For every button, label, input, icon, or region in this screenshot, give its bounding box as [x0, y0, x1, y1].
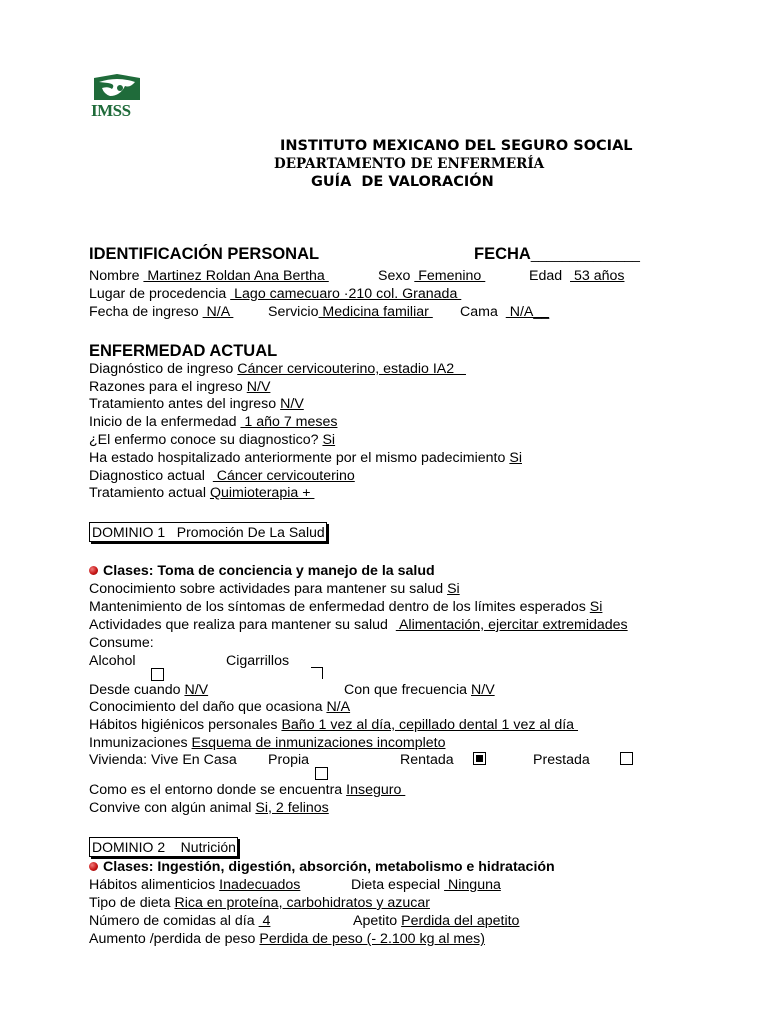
- cigarrillos-checkbox[interactable]: [311, 667, 323, 679]
- rentada-label: Rentada: [400, 752, 454, 768]
- item-value: Si: [322, 432, 336, 448]
- list-item: [89, 396, 304, 413]
- apetito-row: [353, 913, 519, 930]
- habitos-row: [89, 717, 578, 734]
- desde-row: [89, 682, 208, 699]
- habitos-alimenticios-row: [89, 877, 300, 894]
- list-item: [89, 361, 466, 378]
- entorno-value: Inseguro: [346, 782, 406, 798]
- alcohol-checkbox[interactable]: [151, 668, 164, 681]
- actividades-row: [89, 617, 628, 634]
- servicio-label: Servicio: [268, 304, 319, 320]
- tipo-dieta-label: Tipo de dieta: [89, 895, 171, 911]
- logo-text: IMSS: [91, 101, 131, 120]
- dieta-label: Dieta especial: [351, 877, 441, 893]
- comidas-row: [89, 913, 270, 930]
- fecha-value: ______________: [530, 246, 640, 262]
- dominio2-clase: [89, 859, 555, 876]
- item-value: N/V: [246, 379, 271, 395]
- lugar-label: Lugar de procedencia: [89, 286, 227, 302]
- item-label: Tratamiento actual: [89, 485, 206, 501]
- edad-value: 53 años: [570, 268, 625, 284]
- bullet-icon: [89, 862, 98, 871]
- actividades-value: Alimentación, ejercitar extremidades: [395, 617, 628, 633]
- vivienda-label: Vivienda: Vive En Casa: [89, 752, 237, 768]
- nombre-value: Martinez Roldan Ana Bertha: [143, 268, 329, 284]
- conocimiento-value: Si: [447, 581, 460, 597]
- item-label: ¿El enfermo conoce su diagnostico?: [89, 432, 319, 448]
- actividades-label: Actividades que realiza para mantener su salud: [89, 617, 388, 633]
- mantenimiento-value: Si: [589, 599, 603, 615]
- entorno-label: Como es el entorno donde se encuentra: [89, 782, 343, 798]
- list-item: [89, 432, 335, 449]
- edad-label: Edad: [529, 268, 563, 284]
- department-title: DEPARTAMENTO DE ENFERMERÍA: [274, 156, 545, 172]
- habitos-alimenticios-value: Inadecuados: [219, 877, 301, 893]
- list-item: [89, 468, 355, 485]
- imss-eagle-icon: [90, 74, 144, 104]
- peso-row: [89, 931, 485, 948]
- habitos-label: Hábitos higiénicos personales: [89, 717, 278, 733]
- comidas-label: Número de comidas al día: [89, 913, 255, 929]
- item-value: Si: [509, 450, 522, 466]
- habitos-alimenticios-label: Hábitos alimenticios: [89, 877, 216, 893]
- dano-label: Conocimiento del daño que ocasiona: [89, 699, 323, 715]
- servicio-value: Medicina familiar: [318, 304, 433, 320]
- sexo-value: Femenino: [414, 268, 486, 284]
- imss-logo: [90, 74, 144, 120]
- tipo-dieta-value: Rica en proteína, carbohidratos y azucar: [174, 895, 430, 911]
- servicio-row: [268, 304, 433, 321]
- fecha-ingreso-value: N/A: [202, 304, 234, 320]
- animal-value: Si, 2 felinos: [255, 800, 329, 816]
- dominio2-title: DOMINIO 2 Nutrición: [89, 837, 238, 857]
- lugar-row: [89, 286, 461, 303]
- sexo-label: Sexo: [378, 268, 411, 284]
- item-label: Diagnostico actual: [89, 468, 205, 484]
- consume-label: Consume:: [89, 635, 154, 651]
- cama-row: [460, 304, 549, 321]
- item-value: 1 año 7 meses: [240, 414, 338, 430]
- item-value: Cáncer cervicouterino: [212, 468, 355, 484]
- conocimiento-label: Conocimiento sobre actividades para mantener su salud: [89, 581, 444, 597]
- list-item: [89, 379, 270, 396]
- frecuencia-value: N/V: [471, 682, 495, 698]
- frecuencia-row: [344, 682, 495, 699]
- bullet-icon: [89, 566, 98, 575]
- guide-title: GUÍA DE VALORACIÓN: [311, 174, 494, 190]
- comidas-value: 4: [258, 913, 271, 929]
- item-value: Quimioterapia +: [209, 485, 315, 501]
- frecuencia-label: Con que frecuencia: [344, 682, 468, 698]
- cama-value: N/A__: [505, 304, 550, 320]
- nombre-row: [89, 268, 329, 285]
- dominio1-clase: [89, 563, 435, 580]
- dieta-value: Ninguna: [444, 877, 501, 893]
- item-value: Cáncer cervicouterino, estadio IA2: [237, 361, 466, 377]
- fecha-field: [474, 245, 640, 264]
- lugar-value: Lago camecuaro ·210 col. Granada: [230, 286, 462, 302]
- item-value: N/V: [280, 396, 304, 412]
- item-label: Diagnóstico de ingreso: [89, 361, 234, 377]
- item-label: Tratamiento antes del ingreso: [89, 396, 277, 412]
- animal-label: Convive con algún animal: [89, 800, 252, 816]
- dominio1-title: DOMINIO 1 Promoción De La Salud: [89, 522, 327, 542]
- mantenimiento-row: [89, 599, 602, 616]
- list-item: [89, 414, 337, 431]
- fecha-ingreso-row: [89, 304, 233, 321]
- alcohol-label: Alcohol: [89, 653, 136, 669]
- clase-label: Clases: Ingestión, digestión, absorción, metabolismo e hidratación: [103, 859, 555, 875]
- desde-label: Desde cuando: [89, 682, 181, 698]
- item-label: Inicio de la enfermedad: [89, 414, 237, 430]
- sexo-row: [378, 268, 485, 285]
- propia-label: Propia: [268, 752, 310, 768]
- fecha-label: FECHA: [474, 245, 531, 263]
- apetito-label: Apetito: [353, 913, 398, 929]
- section-enfermedad-title: ENFERMEDAD ACTUAL: [89, 342, 278, 360]
- dano-value: N/A: [326, 699, 351, 715]
- clase-label: Clases: Toma de conciencia y manejo de la salud: [103, 563, 435, 579]
- inmunizaciones-label: Inmunizaciones: [89, 735, 188, 751]
- dano-row: [89, 699, 350, 716]
- section-identificacion-title: IDENTIFICACIÓN PERSONAL: [89, 245, 320, 263]
- item-label: Razones para el ingreso: [89, 379, 243, 395]
- prestada-checkbox[interactable]: [620, 752, 633, 765]
- list-item: [89, 485, 314, 502]
- habitos-value: Baño 1 vez al día, cepillado dental 1 vez al día: [281, 717, 579, 733]
- apetito-value: Perdida del apetito: [401, 913, 520, 929]
- conocimiento-row: [89, 581, 460, 598]
- tipo-dieta-row: [89, 895, 430, 912]
- dieta-row: [351, 877, 501, 894]
- edad-row: [529, 268, 624, 285]
- desde-value: N/V: [184, 682, 209, 698]
- fecha-ingreso-label: Fecha de ingreso: [89, 304, 199, 320]
- mantenimiento-label: Mantenimiento de los síntomas de enfermedad dentro de los límites esperados: [89, 599, 586, 615]
- rentada-checkbox[interactable]: [473, 752, 486, 765]
- entorno-row: [89, 782, 405, 799]
- peso-label: Aumento /perdida de peso: [89, 931, 256, 947]
- nombre-label: Nombre: [89, 268, 140, 284]
- cama-label: Cama: [460, 304, 498, 320]
- animal-row: [89, 800, 329, 817]
- inmunizaciones-row: [89, 735, 446, 752]
- institution-title: INSTITUTO MEXICANO DEL SEGURO SOCIAL: [280, 138, 633, 154]
- item-label: Ha estado hospitalizado anteriormente por el mismo padecimiento: [89, 450, 506, 466]
- list-item: [89, 450, 522, 467]
- cigarrillos-label: Cigarrillos: [226, 653, 290, 669]
- propia-checkbox[interactable]: [315, 767, 328, 780]
- inmunizaciones-value: Esquema de inmunizaciones incompleto: [191, 735, 446, 751]
- prestada-label: Prestada: [533, 752, 590, 768]
- peso-value: Perdida de peso (- 2.100 kg al mes): [259, 931, 485, 947]
